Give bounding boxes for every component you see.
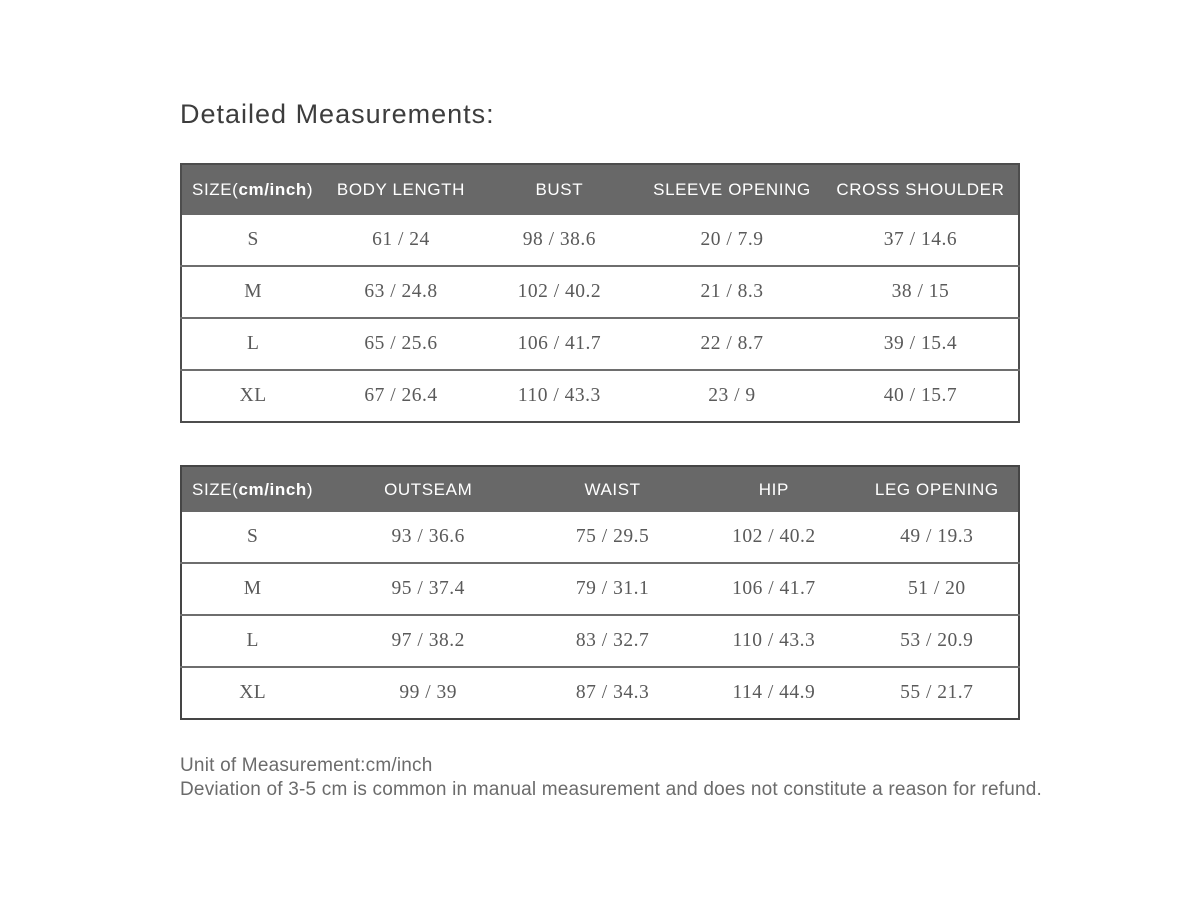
- column-header-bust: BUST: [478, 164, 641, 215]
- measurement-cell: 37 / 14.6: [883, 229, 958, 250]
- size-cell: M: [181, 563, 323, 615]
- measurement-cell: 65 / 25.6: [324, 318, 477, 370]
- column-header-leg-opening: LEG OPENING: [856, 466, 1019, 512]
- measurement-cell: 95 / 37.4: [323, 563, 533, 615]
- measurement-cell: 114 / 44.9: [692, 667, 855, 719]
- measurement-cell: 20 / 7.9: [700, 229, 764, 250]
- size-cell: S: [247, 526, 259, 547]
- size-header-suffix: ): [306, 479, 314, 499]
- page-title: Detailed Measurements:: [180, 99, 495, 129]
- column-header-waist: WAIST: [533, 466, 692, 512]
- measurement-cell: 22 / 8.7: [641, 318, 823, 370]
- measurement-cell: 97 / 38.2: [323, 615, 533, 667]
- unit-note: Unit of Measurement:cm/inch: [180, 755, 433, 776]
- measurements-section: [180, 0, 1042, 802]
- measurement-cell: 110 / 43.3: [692, 615, 855, 667]
- measurement-cell: 83 / 32.7: [533, 615, 692, 667]
- size-table-bottom: [180, 465, 1020, 720]
- measurement-cell: 93 / 36.6: [391, 526, 465, 547]
- table-row: [181, 215, 1019, 266]
- measurement-cell: 110 / 43.3: [478, 370, 641, 422]
- table-row: [181, 318, 1019, 370]
- column-header-body-length: BODY LENGTH: [324, 164, 477, 215]
- measurement-cell: 40 / 15.7: [823, 370, 1019, 422]
- table-row: [181, 266, 1019, 318]
- measurement-cell: 49 / 19.3: [900, 526, 974, 547]
- column-header-hip: HIP: [692, 466, 855, 512]
- size-header-prefix: SIZE(: [192, 479, 239, 499]
- size-cell: XL: [181, 370, 324, 422]
- column-header-cross-shoulder: CROSS SHOULDER: [823, 164, 1019, 215]
- size-cell: L: [181, 615, 323, 667]
- column-header-sleeve-opening: SLEEVE OPENING: [641, 164, 823, 215]
- size-header-prefix: SIZE(: [192, 180, 239, 199]
- measurement-cell: 98 / 38.6: [522, 229, 596, 250]
- measurement-cell: 61 / 24: [372, 229, 430, 250]
- measurement-cell: 51 / 20: [856, 563, 1019, 615]
- size-header-suffix: ): [306, 180, 314, 199]
- measurement-cell: 67 / 26.4: [324, 370, 477, 422]
- measurement-cell: 75 / 29.5: [575, 526, 650, 547]
- measurement-cell: 38 / 15: [823, 266, 1019, 318]
- column-header-outseam: OUTSEAM: [323, 466, 533, 512]
- column-header-size: [181, 466, 323, 512]
- measurement-cell: 102 / 40.2: [478, 266, 641, 318]
- measurement-cell: 39 / 15.4: [823, 318, 1019, 370]
- table-row: [181, 667, 1019, 719]
- measurement-cell: 63 / 24.8: [324, 266, 477, 318]
- measurement-cell: 106 / 41.7: [692, 563, 855, 615]
- measurement-cell: 87 / 34.3: [533, 667, 692, 719]
- size-table-top: [180, 163, 1020, 423]
- size-cell: L: [181, 318, 324, 370]
- measurement-notes: [180, 754, 1042, 802]
- table-row: [181, 370, 1019, 422]
- table-row: [181, 512, 1019, 563]
- measurement-cell: 106 / 41.7: [478, 318, 641, 370]
- table-header-row: [181, 164, 1019, 215]
- size-header-unit: cm/inch: [238, 479, 307, 499]
- size-cell: XL: [181, 667, 323, 719]
- size-cell: S: [247, 229, 259, 250]
- size-cell: M: [181, 266, 324, 318]
- measurement-cell: 53 / 20.9: [856, 615, 1019, 667]
- column-header-size: [181, 164, 324, 215]
- measurement-cell: 102 / 40.2: [732, 526, 816, 547]
- size-header-unit: cm/inch: [238, 180, 307, 199]
- measurement-cell: 79 / 31.1: [533, 563, 692, 615]
- measurement-cell: 21 / 8.3: [641, 266, 823, 318]
- table-row: [181, 563, 1019, 615]
- measurement-cell: 55 / 21.7: [856, 667, 1019, 719]
- deviation-note: Deviation of 3-5 cm is common in manual measurement and does not constitute a reason for refund.: [180, 779, 1042, 800]
- table-row: [181, 615, 1019, 667]
- measurement-cell: 99 / 39: [323, 667, 533, 719]
- table-header-row: [181, 466, 1019, 512]
- measurement-cell: 23 / 9: [641, 370, 823, 422]
